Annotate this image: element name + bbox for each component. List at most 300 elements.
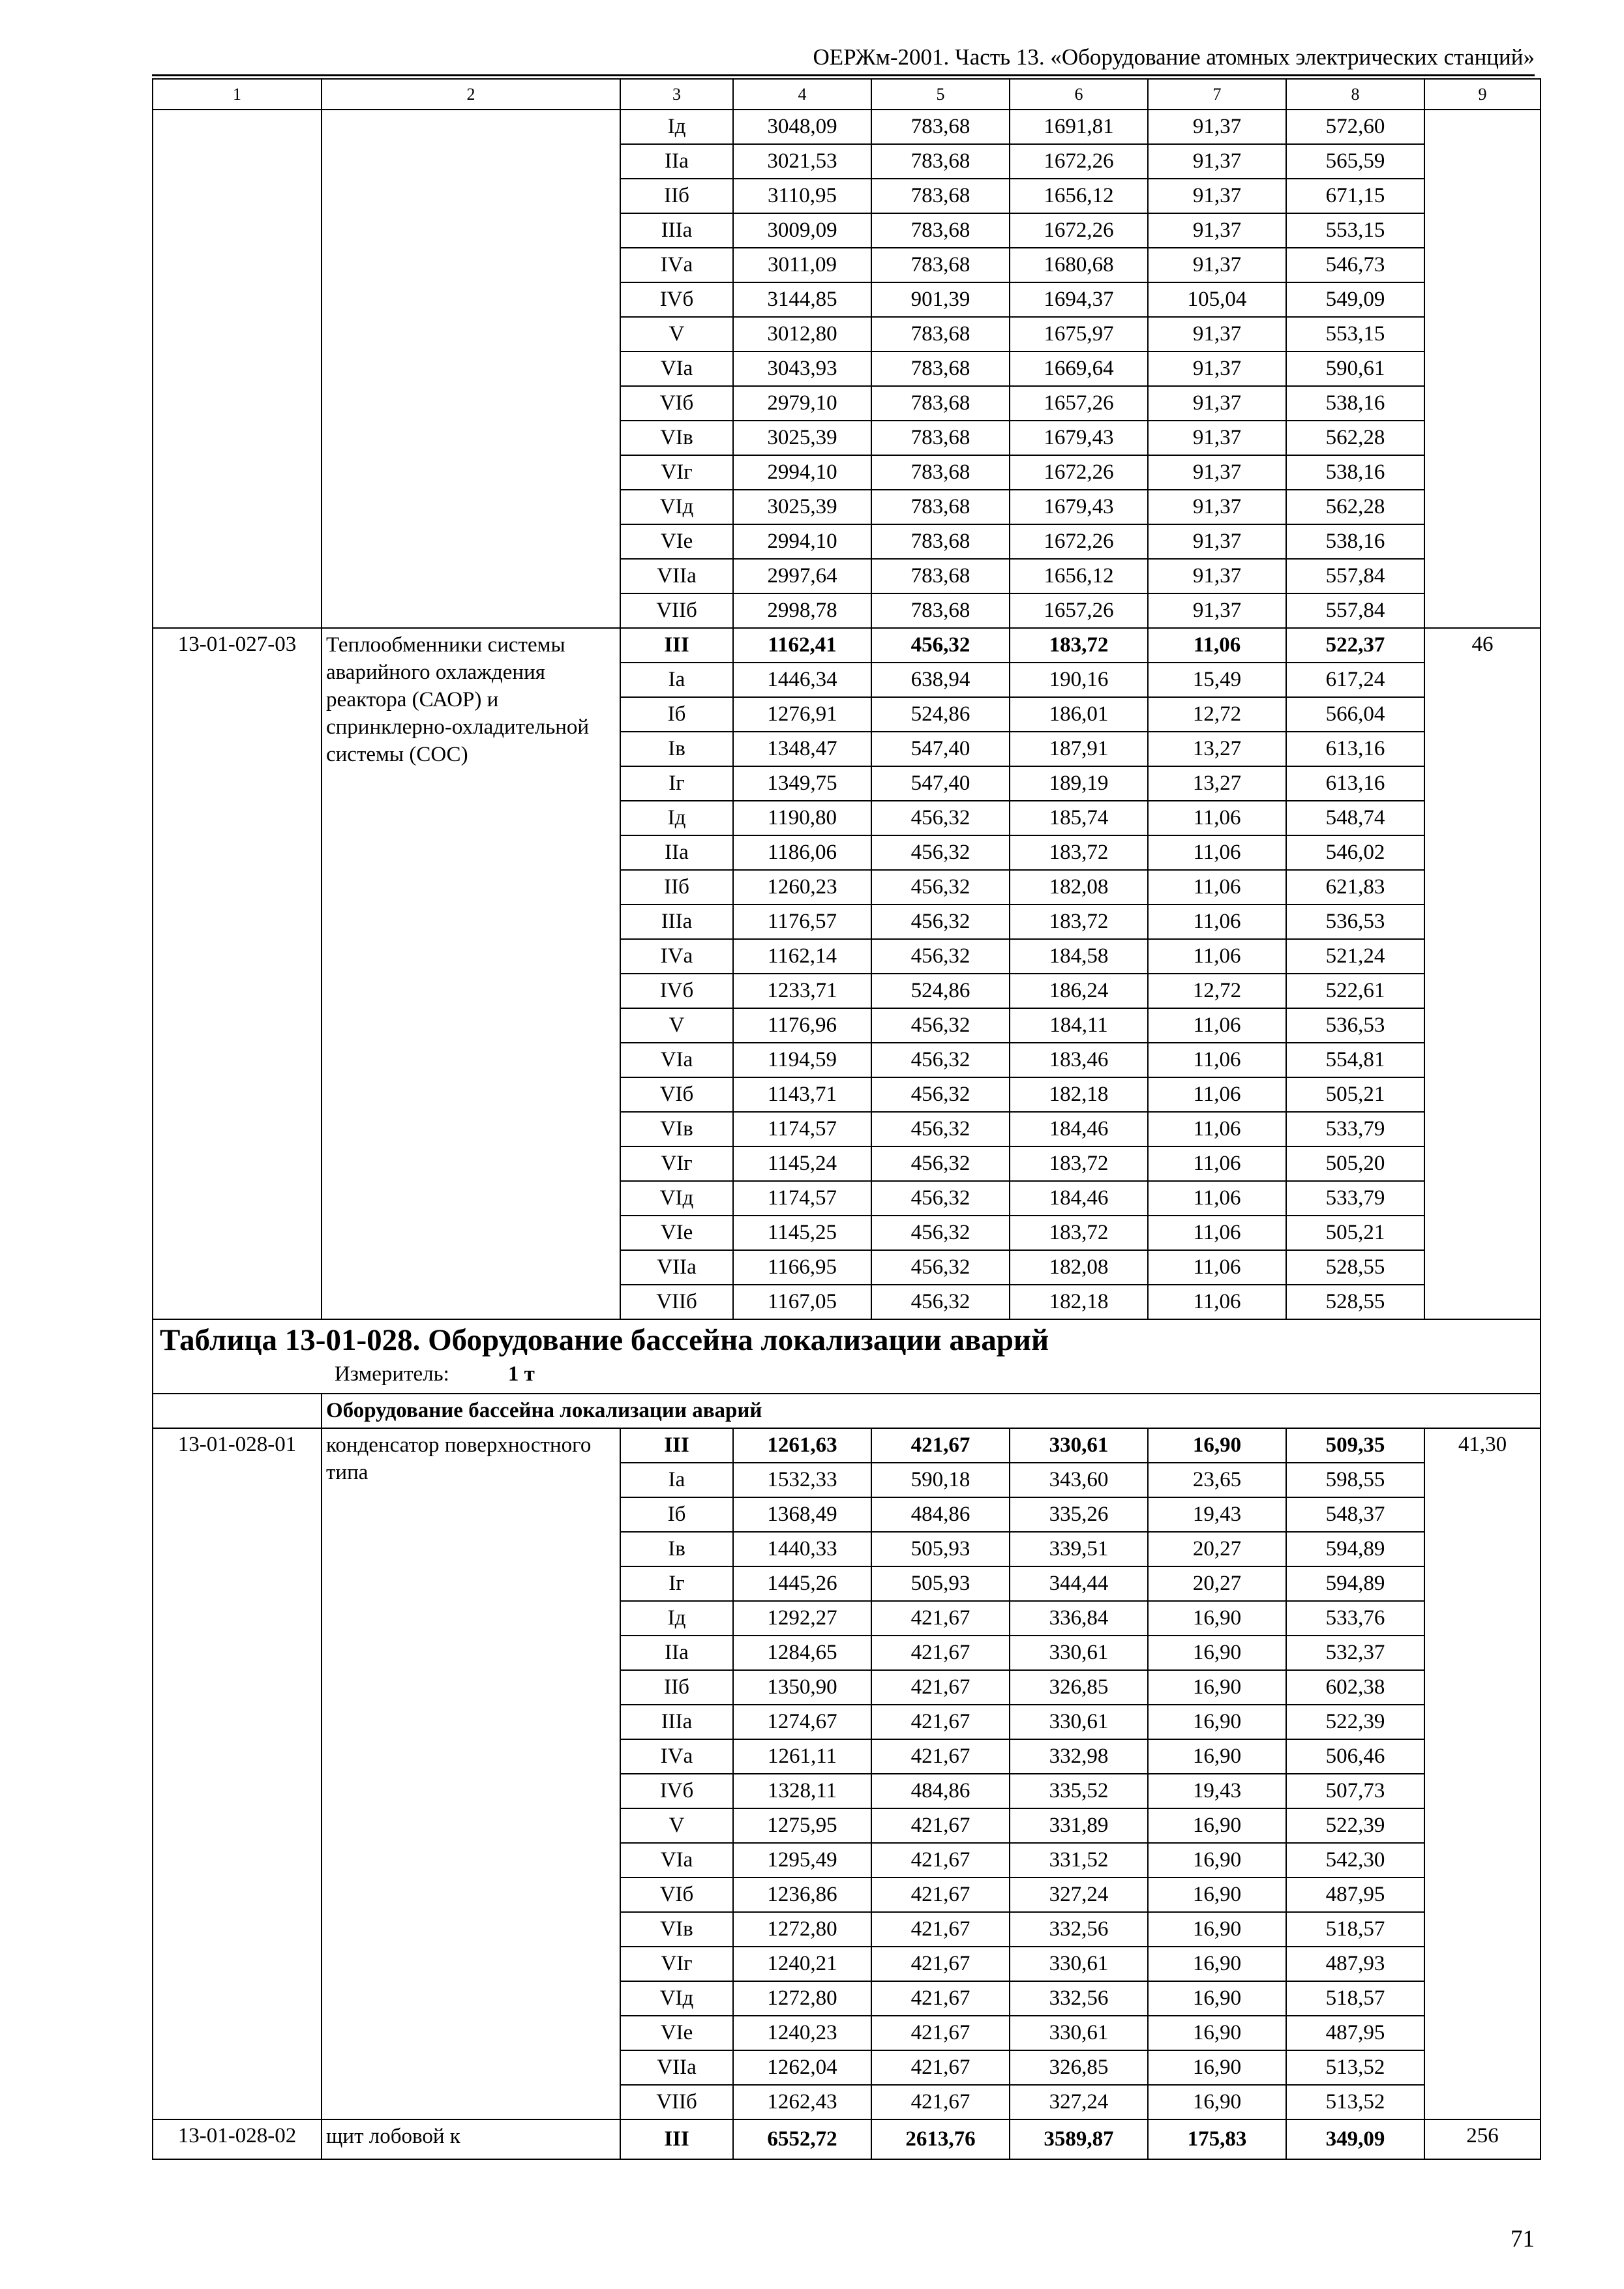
cell-machine-cost: 326,85 xyxy=(1010,2050,1148,2085)
cell-region-code: VIа xyxy=(620,1843,733,1878)
column-number: 9 xyxy=(1424,79,1541,110)
cell-machinist-wages: 11,06 xyxy=(1148,628,1286,663)
cell-machine-cost: 184,46 xyxy=(1010,1181,1148,1216)
header-rule xyxy=(152,74,1535,76)
cell-total-cost: 1446,34 xyxy=(733,663,871,697)
cell-region-code: VIд xyxy=(620,1181,733,1216)
cell-code xyxy=(153,110,322,628)
cell-machine-cost: 1657,26 xyxy=(1010,593,1148,628)
column-numbers-row xyxy=(153,79,1541,110)
cell-materials-cost: 522,39 xyxy=(1286,1808,1424,1843)
cell-materials-cost: 536,53 xyxy=(1286,905,1424,939)
cell-machinist-wages: 91,37 xyxy=(1148,248,1286,282)
cell-machinist-wages: 20,27 xyxy=(1148,1566,1286,1601)
cell-code: 13-01-028-02 xyxy=(153,2119,322,2159)
cell-materials-cost: 554,81 xyxy=(1286,1043,1424,1077)
cell-name: конденсатор поверхностного типа xyxy=(322,1428,620,2119)
page-number: 71 xyxy=(1511,2226,1535,2252)
cell-total-cost: 3011,09 xyxy=(733,248,871,282)
column-number: 6 xyxy=(1010,79,1148,110)
cell-total-cost: 1276,91 xyxy=(733,697,871,732)
cell-wages: 783,68 xyxy=(871,421,1010,455)
cell-materials-cost: 513,52 xyxy=(1286,2050,1424,2085)
cell-materials-cost: 566,04 xyxy=(1286,697,1424,732)
cell-machinist-wages: 91,37 xyxy=(1148,421,1286,455)
cell-total-cost: 1274,67 xyxy=(733,1705,871,1739)
cell-materials-cost: 513,52 xyxy=(1286,2085,1424,2119)
cell-wages: 783,68 xyxy=(871,144,1010,179)
cell-region-code: VIг xyxy=(620,1947,733,1981)
cell-machine-cost: 184,11 xyxy=(1010,1008,1148,1043)
column-number: 1 xyxy=(153,79,322,110)
cell-region-code: IIIа xyxy=(620,213,733,248)
cell-region-code: VIIб xyxy=(620,2085,733,2119)
cell-materials-cost: 507,73 xyxy=(1286,1774,1424,1808)
cell-total-cost: 1295,49 xyxy=(733,1843,871,1878)
cell-materials-cost: 522,37 xyxy=(1286,628,1424,663)
cell-materials-cost: 553,15 xyxy=(1286,213,1424,248)
table-row xyxy=(153,628,1541,663)
cell-region-code: VIIб xyxy=(620,1285,733,1319)
cell-region-code: IIIа xyxy=(620,1705,733,1739)
cell-materials-cost: 538,16 xyxy=(1286,386,1424,421)
cell-total-cost: 1143,71 xyxy=(733,1077,871,1112)
cell-machinist-wages: 175,83 xyxy=(1148,2119,1286,2159)
cell-mass xyxy=(1424,110,1541,628)
cell-total-cost: 1145,25 xyxy=(733,1216,871,1250)
cell-machinist-wages: 16,90 xyxy=(1148,1705,1286,1739)
table-title-row xyxy=(153,1319,1541,1394)
cell-region-code: VIд xyxy=(620,1981,733,2016)
cell-wages: 421,67 xyxy=(871,1705,1010,1739)
cell-region-code: IIа xyxy=(620,835,733,870)
cell-region-code: VIб xyxy=(620,1077,733,1112)
cell-wages: 505,93 xyxy=(871,1566,1010,1601)
cell-materials-cost: 522,61 xyxy=(1286,974,1424,1008)
cell-materials-cost: 562,28 xyxy=(1286,490,1424,524)
cell-region-code: VIе xyxy=(620,1216,733,1250)
cell-region-code: IVб xyxy=(620,1774,733,1808)
cell-name: щит лобовой к xyxy=(322,2119,620,2159)
cell-machinist-wages: 16,90 xyxy=(1148,1912,1286,1947)
cell-wages: 638,94 xyxy=(871,663,1010,697)
cell-machinist-wages: 16,90 xyxy=(1148,1947,1286,1981)
cell-total-cost: 1176,96 xyxy=(733,1008,871,1043)
cell-region-code: VIг xyxy=(620,1146,733,1181)
cell-mass: 256 xyxy=(1424,2119,1541,2159)
cell-wages: 456,32 xyxy=(871,939,1010,974)
cell-total-cost: 1190,80 xyxy=(733,801,871,835)
cell-machine-cost: 182,08 xyxy=(1010,1250,1148,1285)
cell-machine-cost: 187,91 xyxy=(1010,732,1148,766)
cell-machine-cost: 183,72 xyxy=(1010,628,1148,663)
cell-region-code: VIв xyxy=(620,421,733,455)
unit-line xyxy=(160,1360,1533,1388)
cell-total-cost: 1284,65 xyxy=(733,1636,871,1670)
cell-wages: 421,67 xyxy=(871,1947,1010,1981)
cell-materials-cost: 538,16 xyxy=(1286,455,1424,490)
cell-region-code: VIд xyxy=(620,490,733,524)
cell-materials-cost: 533,76 xyxy=(1286,1601,1424,1636)
section-empty-cell xyxy=(153,1394,322,1428)
cell-machine-cost: 1657,26 xyxy=(1010,386,1148,421)
cell-region-code: IVб xyxy=(620,974,733,1008)
cell-machine-cost: 330,61 xyxy=(1010,1947,1148,1981)
cell-machine-cost: 3589,87 xyxy=(1010,2119,1148,2159)
cell-region-code: Iб xyxy=(620,1497,733,1532)
cell-total-cost: 3144,85 xyxy=(733,282,871,317)
cell-machine-cost: 1656,12 xyxy=(1010,179,1148,213)
cell-mass: 41,30 xyxy=(1424,1428,1541,2119)
cell-total-cost: 1261,11 xyxy=(733,1739,871,1774)
cell-region-code: IIIа xyxy=(620,905,733,939)
cell-materials-cost: 594,89 xyxy=(1286,1566,1424,1601)
cell-machine-cost: 183,72 xyxy=(1010,835,1148,870)
cell-machinist-wages: 16,90 xyxy=(1148,2050,1286,2085)
cell-machinist-wages: 16,90 xyxy=(1148,1808,1286,1843)
cell-wages: 783,68 xyxy=(871,559,1010,593)
cell-machinist-wages: 11,06 xyxy=(1148,1043,1286,1077)
cell-machinist-wages: 11,06 xyxy=(1148,801,1286,835)
cell-wages: 456,32 xyxy=(871,1043,1010,1077)
cell-wages: 524,86 xyxy=(871,974,1010,1008)
cell-materials-cost: 528,55 xyxy=(1286,1250,1424,1285)
column-number: 8 xyxy=(1286,79,1424,110)
cell-region-code: IVа xyxy=(620,939,733,974)
cell-total-cost: 6552,72 xyxy=(733,2119,871,2159)
cell-wages: 421,67 xyxy=(871,2085,1010,2119)
column-number: 2 xyxy=(322,79,620,110)
cell-machinist-wages: 91,37 xyxy=(1148,144,1286,179)
column-number: 7 xyxy=(1148,79,1286,110)
cell-wages: 421,67 xyxy=(871,2050,1010,2085)
table-row xyxy=(153,110,1541,144)
cell-total-cost: 1350,90 xyxy=(733,1670,871,1705)
cell-wages: 783,68 xyxy=(871,490,1010,524)
cell-wages: 783,68 xyxy=(871,524,1010,559)
cell-machine-cost: 332,56 xyxy=(1010,1981,1148,2016)
cell-materials-cost: 532,37 xyxy=(1286,1636,1424,1670)
cell-machinist-wages: 11,06 xyxy=(1148,870,1286,905)
cell-total-cost: 3009,09 xyxy=(733,213,871,248)
cell-machine-cost: 330,61 xyxy=(1010,1705,1148,1739)
cell-total-cost: 1440,33 xyxy=(733,1532,871,1566)
cell-wages: 421,67 xyxy=(871,1843,1010,1878)
cell-total-cost: 1368,49 xyxy=(733,1497,871,1532)
cell-wages: 484,86 xyxy=(871,1497,1010,1532)
cell-machine-cost: 332,56 xyxy=(1010,1912,1148,1947)
cell-materials-cost: 613,16 xyxy=(1286,732,1424,766)
cell-materials-cost: 602,38 xyxy=(1286,1670,1424,1705)
cell-machine-cost: 184,58 xyxy=(1010,939,1148,974)
cell-total-cost: 1328,11 xyxy=(733,1774,871,1808)
cell-total-cost: 1174,57 xyxy=(733,1181,871,1216)
cell-total-cost: 1166,95 xyxy=(733,1250,871,1285)
cell-total-cost: 1272,80 xyxy=(733,1912,871,1947)
cell-wages: 421,67 xyxy=(871,1601,1010,1636)
cell-region-code: VIIб xyxy=(620,593,733,628)
cell-materials-cost: 528,55 xyxy=(1286,1285,1424,1319)
cell-region-code: V xyxy=(620,1808,733,1843)
cell-machinist-wages: 16,90 xyxy=(1148,1428,1286,1463)
cell-materials-cost: 594,89 xyxy=(1286,1532,1424,1566)
cell-machine-cost: 186,01 xyxy=(1010,697,1148,732)
cell-region-code: III xyxy=(620,2119,733,2159)
cell-region-code: Iг xyxy=(620,1566,733,1601)
cell-total-cost: 1145,24 xyxy=(733,1146,871,1181)
cell-total-cost: 1261,63 xyxy=(733,1428,871,1463)
cell-total-cost: 1260,23 xyxy=(733,870,871,905)
cell-materials-cost: 613,16 xyxy=(1286,766,1424,801)
cell-total-cost: 1349,75 xyxy=(733,766,871,801)
cell-total-cost: 3025,39 xyxy=(733,421,871,455)
cell-machine-cost: 1680,68 xyxy=(1010,248,1148,282)
cell-region-code: V xyxy=(620,317,733,352)
cell-region-code: IIа xyxy=(620,1636,733,1670)
cell-machine-cost: 1669,64 xyxy=(1010,352,1148,386)
cell-machine-cost: 183,72 xyxy=(1010,1216,1148,1250)
cell-wages: 783,68 xyxy=(871,593,1010,628)
table-row xyxy=(153,2119,1541,2159)
cell-machine-cost: 339,51 xyxy=(1010,1532,1148,1566)
cell-wages: 421,67 xyxy=(871,1739,1010,1774)
cell-machine-cost: 1691,81 xyxy=(1010,110,1148,144)
cell-wages: 484,86 xyxy=(871,1774,1010,1808)
cell-materials-cost: 521,24 xyxy=(1286,939,1424,974)
cell-wages: 421,67 xyxy=(871,1878,1010,1912)
column-number: 3 xyxy=(620,79,733,110)
cell-wages: 421,67 xyxy=(871,1981,1010,2016)
cell-wages: 456,32 xyxy=(871,905,1010,939)
cell-wages: 547,40 xyxy=(871,732,1010,766)
cell-machine-cost: 1672,26 xyxy=(1010,144,1148,179)
cell-region-code: VIе xyxy=(620,2016,733,2050)
cell-total-cost: 1348,47 xyxy=(733,732,871,766)
cell-machine-cost: 344,44 xyxy=(1010,1566,1148,1601)
cell-materials-cost: 671,15 xyxy=(1286,179,1424,213)
cell-machine-cost: 330,61 xyxy=(1010,1636,1148,1670)
cell-total-cost: 1262,43 xyxy=(733,2085,871,2119)
cell-wages: 783,68 xyxy=(871,213,1010,248)
cell-machinist-wages: 91,37 xyxy=(1148,179,1286,213)
cell-region-code: Iд xyxy=(620,1601,733,1636)
cell-wages: 783,68 xyxy=(871,317,1010,352)
table-title: Таблица 13-01-028. Оборудование бассейна локализации аварий xyxy=(160,1323,1049,1357)
cell-machinist-wages: 16,90 xyxy=(1148,1670,1286,1705)
cell-wages: 456,32 xyxy=(871,835,1010,870)
cell-total-cost: 2997,64 xyxy=(733,559,871,593)
cell-machinist-wages: 16,90 xyxy=(1148,1878,1286,1912)
cell-machine-cost: 1694,37 xyxy=(1010,282,1148,317)
cell-region-code: VIе xyxy=(620,524,733,559)
cell-materials-cost: 549,09 xyxy=(1286,282,1424,317)
table-title-cell xyxy=(153,1319,1541,1394)
cell-wages: 456,32 xyxy=(871,1146,1010,1181)
cell-machinist-wages: 13,27 xyxy=(1148,732,1286,766)
cell-total-cost: 1162,14 xyxy=(733,939,871,974)
cell-region-code: VIIа xyxy=(620,2050,733,2085)
cell-materials-cost: 536,53 xyxy=(1286,1008,1424,1043)
cell-region-code: IVб xyxy=(620,282,733,317)
cell-machinist-wages: 91,37 xyxy=(1148,386,1286,421)
cell-machinist-wages: 16,90 xyxy=(1148,2085,1286,2119)
cell-machine-cost: 1679,43 xyxy=(1010,421,1148,455)
cell-materials-cost: 518,57 xyxy=(1286,1912,1424,1947)
cell-code: 13-01-028-01 xyxy=(153,1428,322,2119)
cell-machine-cost: 1672,26 xyxy=(1010,455,1148,490)
cell-region-code: VIб xyxy=(620,1878,733,1912)
cell-materials-cost: 557,84 xyxy=(1286,559,1424,593)
cell-wages: 456,32 xyxy=(871,870,1010,905)
cell-region-code: Iв xyxy=(620,1532,733,1566)
cell-region-code: Iг xyxy=(620,766,733,801)
cell-wages: 901,39 xyxy=(871,282,1010,317)
cell-total-cost: 1292,27 xyxy=(733,1601,871,1636)
cell-total-cost: 1262,04 xyxy=(733,2050,871,2085)
cell-materials-cost: 522,39 xyxy=(1286,1705,1424,1739)
cell-wages: 524,86 xyxy=(871,697,1010,732)
cell-machinist-wages: 11,06 xyxy=(1148,939,1286,974)
section-heading: Оборудование бассейна локализации аварий xyxy=(322,1394,1541,1428)
cell-wages: 505,93 xyxy=(871,1532,1010,1566)
cell-machinist-wages: 91,37 xyxy=(1148,490,1286,524)
cell-machinist-wages: 23,65 xyxy=(1148,1463,1286,1497)
rates-table xyxy=(152,78,1541,2160)
cell-materials-cost: 553,15 xyxy=(1286,317,1424,352)
cell-region-code: VIIа xyxy=(620,559,733,593)
cell-machinist-wages: 11,06 xyxy=(1148,905,1286,939)
cell-wages: 456,32 xyxy=(871,1285,1010,1319)
cell-materials-cost: 621,83 xyxy=(1286,870,1424,905)
cell-code: 13-01-027-03 xyxy=(153,628,322,1319)
cell-wages: 2613,76 xyxy=(871,2119,1010,2159)
cell-total-cost: 2994,10 xyxy=(733,455,871,490)
cell-name: Теплообменники системы аварийного охлаждения реактора (САОР) и спринклерно-охладительной системы (СОС) xyxy=(322,628,620,1319)
cell-machinist-wages: 11,06 xyxy=(1148,1008,1286,1043)
cell-machinist-wages: 19,43 xyxy=(1148,1774,1286,1808)
cell-machinist-wages: 91,37 xyxy=(1148,524,1286,559)
cell-machine-cost: 330,61 xyxy=(1010,1428,1148,1463)
cell-total-cost: 1233,71 xyxy=(733,974,871,1008)
cell-wages: 421,67 xyxy=(871,1670,1010,1705)
cell-machinist-wages: 91,37 xyxy=(1148,317,1286,352)
cell-machine-cost: 1679,43 xyxy=(1010,490,1148,524)
cell-machine-cost: 184,46 xyxy=(1010,1112,1148,1146)
cell-wages: 421,67 xyxy=(871,1428,1010,1463)
table-row xyxy=(153,1428,1541,1463)
cell-machinist-wages: 11,06 xyxy=(1148,1146,1286,1181)
cell-machinist-wages: 13,27 xyxy=(1148,766,1286,801)
cell-machine-cost: 183,46 xyxy=(1010,1043,1148,1077)
cell-machinist-wages: 12,72 xyxy=(1148,974,1286,1008)
cell-machinist-wages: 16,90 xyxy=(1148,1601,1286,1636)
cell-wages: 783,68 xyxy=(871,179,1010,213)
cell-total-cost: 3025,39 xyxy=(733,490,871,524)
cell-total-cost: 3012,80 xyxy=(733,317,871,352)
cell-materials-cost: 505,20 xyxy=(1286,1146,1424,1181)
cell-machinist-wages: 16,90 xyxy=(1148,1843,1286,1878)
cell-machinist-wages: 11,06 xyxy=(1148,1216,1286,1250)
cell-machinist-wages: 91,37 xyxy=(1148,593,1286,628)
cell-wages: 421,67 xyxy=(871,2016,1010,2050)
cell-machine-cost: 182,08 xyxy=(1010,870,1148,905)
cell-machine-cost: 182,18 xyxy=(1010,1077,1148,1112)
cell-materials-cost: 505,21 xyxy=(1286,1216,1424,1250)
cell-region-code: III xyxy=(620,628,733,663)
cell-machine-cost: 331,89 xyxy=(1010,1808,1148,1843)
cell-total-cost: 1186,06 xyxy=(733,835,871,870)
cell-machinist-wages: 91,37 xyxy=(1148,213,1286,248)
cell-machinist-wages: 15,49 xyxy=(1148,663,1286,697)
cell-materials-cost: 617,24 xyxy=(1286,663,1424,697)
cell-region-code: Iб xyxy=(620,697,733,732)
cell-materials-cost: 557,84 xyxy=(1286,593,1424,628)
cell-materials-cost: 546,73 xyxy=(1286,248,1424,282)
cell-machinist-wages: 91,37 xyxy=(1148,455,1286,490)
cell-machine-cost: 330,61 xyxy=(1010,2016,1148,2050)
cell-materials-cost: 590,61 xyxy=(1286,352,1424,386)
cell-machine-cost: 1656,12 xyxy=(1010,559,1148,593)
cell-total-cost: 1532,33 xyxy=(733,1463,871,1497)
cell-total-cost: 1236,86 xyxy=(733,1878,871,1912)
column-number: 4 xyxy=(733,79,871,110)
cell-machine-cost: 335,52 xyxy=(1010,1774,1148,1808)
cell-machinist-wages: 11,06 xyxy=(1148,835,1286,870)
cell-materials-cost: 598,55 xyxy=(1286,1463,1424,1497)
cell-wages: 783,68 xyxy=(871,352,1010,386)
cell-total-cost: 1275,95 xyxy=(733,1808,871,1843)
page-header: ОЕРЖм-2001. Часть 13. «Оборудование атомных электрических станций» xyxy=(813,44,1535,70)
cell-total-cost: 3110,95 xyxy=(733,179,871,213)
cell-machine-cost: 190,16 xyxy=(1010,663,1148,697)
cell-machinist-wages: 16,90 xyxy=(1148,1636,1286,1670)
cell-total-cost: 2979,10 xyxy=(733,386,871,421)
cell-machine-cost: 185,74 xyxy=(1010,801,1148,835)
cell-total-cost: 1176,57 xyxy=(733,905,871,939)
cell-total-cost: 3021,53 xyxy=(733,144,871,179)
cell-materials-cost: 538,16 xyxy=(1286,524,1424,559)
cell-wages: 456,32 xyxy=(871,628,1010,663)
cell-total-cost: 1240,21 xyxy=(733,1947,871,1981)
cell-materials-cost: 533,79 xyxy=(1286,1181,1424,1216)
cell-region-code: IVа xyxy=(620,248,733,282)
unit-value: 1 т xyxy=(507,1362,535,1386)
cell-machine-cost: 335,26 xyxy=(1010,1497,1148,1532)
cell-wages: 456,32 xyxy=(871,1077,1010,1112)
cell-wages: 783,68 xyxy=(871,248,1010,282)
cell-materials-cost: 506,46 xyxy=(1286,1739,1424,1774)
cell-region-code: VIв xyxy=(620,1912,733,1947)
cell-region-code: VIа xyxy=(620,352,733,386)
section-row xyxy=(153,1394,1541,1428)
cell-region-code: VIб xyxy=(620,386,733,421)
cell-wages: 783,68 xyxy=(871,110,1010,144)
cell-machinist-wages: 11,06 xyxy=(1148,1250,1286,1285)
cell-machinist-wages: 105,04 xyxy=(1148,282,1286,317)
cell-region-code: IVа xyxy=(620,1739,733,1774)
cell-machine-cost: 1672,26 xyxy=(1010,524,1148,559)
cell-total-cost: 2998,78 xyxy=(733,593,871,628)
cell-machinist-wages: 19,43 xyxy=(1148,1497,1286,1532)
cell-machinist-wages: 11,06 xyxy=(1148,1181,1286,1216)
cell-total-cost: 2994,10 xyxy=(733,524,871,559)
cell-machine-cost: 183,72 xyxy=(1010,1146,1148,1181)
cell-total-cost: 1162,41 xyxy=(733,628,871,663)
cell-wages: 421,67 xyxy=(871,1808,1010,1843)
cell-machine-cost: 326,85 xyxy=(1010,1670,1148,1705)
cell-wages: 421,67 xyxy=(871,1636,1010,1670)
cell-machine-cost: 182,18 xyxy=(1010,1285,1148,1319)
